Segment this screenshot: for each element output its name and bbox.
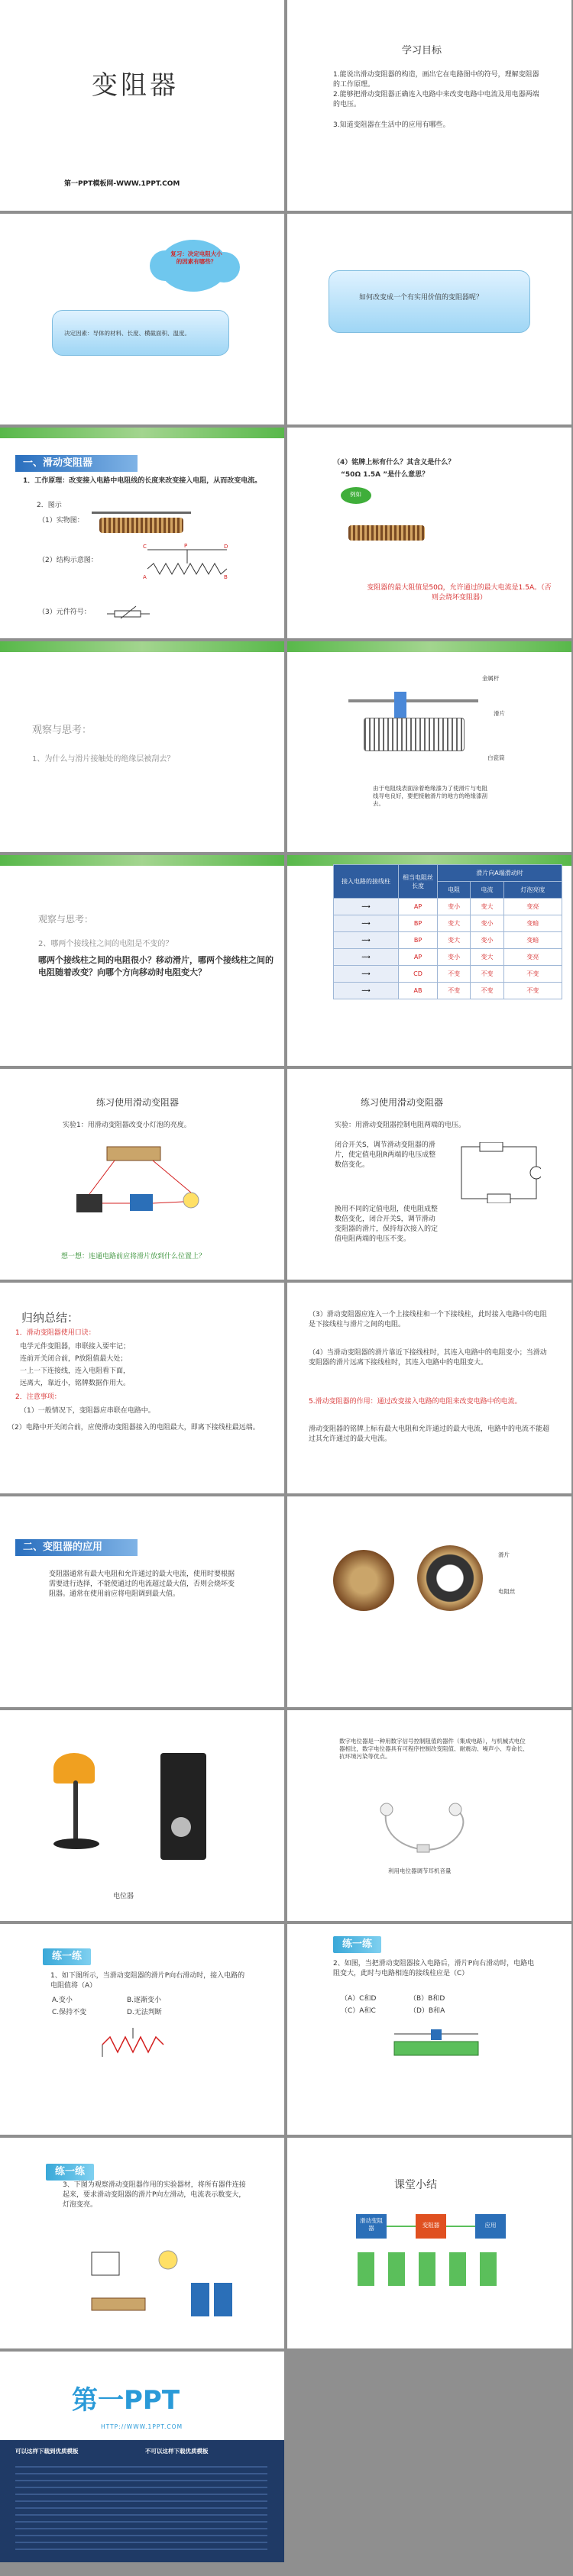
summary-title: 课堂小结 [394,2179,437,2191]
rheostat-rail [92,512,191,514]
slide-2[interactable] [287,0,571,211]
practice-title: 练习使用滑动变阻器 [361,1097,444,1108]
slide-19[interactable] [0,1924,284,2135]
question-3-equipment [84,2229,237,2329]
photo-label: （1）实物图： [38,517,84,525]
slide-18[interactable] [287,1710,571,1921]
cell: 变大 [438,915,471,932]
cell: BP [399,915,438,932]
observe-question: 1、为什么与滑片接触处的绝缘层被刮去？ [32,755,175,763]
summary-item-9: （3）滑动变阻器应连入一个上接线柱和一个下接线柱，此时接入电路中的电阻是下接线柱与滑片之间的电阻。 [309,1311,547,1329]
rheostat-symbol [107,605,153,620]
flow-connector [387,2226,416,2227]
radio-panel [160,1753,206,1860]
option-c: （C）A和C [341,2007,376,2015]
cell: AP [399,899,438,915]
cell: 变大 [471,949,503,966]
terminal-table [333,864,562,999]
question-1: 1、如下图所示，当滑动变阻器的滑片P向右滑动时，接入电路的电阻值将（A） [50,1972,245,1990]
summary-item-8: （2）电路中开关闭合前，应使滑动变阻器接入的电阻最大，即离下接线柱最远端。 [8,1424,260,1432]
observe-question-1: 2、哪两个接线柱之间的电阻是不变的？ [38,940,173,948]
cell: 不变 [503,983,562,999]
option-c: C.保持不变 [52,2009,87,2016]
desk-lamp [53,1753,95,1784]
top-bar [0,641,284,652]
cell: 不变 [503,966,562,983]
answer-text: 决定因素：导体的材料、长度、横截面积、温度。 [64,330,190,337]
summary-item-4: 一上一下连接线，连入电阻看下面， [20,1367,131,1375]
slide-14[interactable] [287,1283,571,1493]
slide-8[interactable] [287,641,571,852]
summary-item-2: 电学元件变阻器，串联接入要牢记； [20,1343,131,1351]
row-diagram: ⟿ [334,899,399,915]
row-diagram: ⟿ [334,915,399,932]
flow-label-3: 应用 [484,2222,497,2229]
option-a: A.变小 [52,1997,73,2004]
flow-connector [446,2226,475,2227]
cell: 变小 [471,915,503,932]
slide-12[interactable] [287,1069,571,1280]
potentiometer-label: 电位器 [113,1893,134,1900]
observe-question-2: 哪两个接线柱之间的电阻很小？移动滑片，哪两个接线柱之间的电阻随着改变？向哪个方向移动时电阻变大？ [38,955,274,977]
earphone-drawing [371,1794,478,1863]
step-2: 换用不同的定值电阻，使电阻成整数倍变化，闭合开关S，调节滑动变阻器的滑片，保持每次接入的定值电阻两端的电压不变。 [335,1206,439,1244]
slide-20[interactable] [287,1924,571,2135]
cell: 变暗 [503,932,562,949]
brand-text: 第一PPT模板网-WWW.1PPT.COM [64,180,180,188]
objective-3: 3.知道变阻器在生活中的应用有哪些。 [333,121,450,129]
summary-title: 归纳总结： [21,1311,79,1325]
structure-diagram [141,542,233,580]
circuit-diagram [457,1142,541,1203]
summary-item-11: 5.滑动变阻器的作用：通过改变接入电路的电阻来改变电路中的电流。 [309,1398,522,1406]
ppt-url: HTTP://WWW.1PPT.COM [101,2423,183,2430]
terminal-b: B [224,574,228,580]
slide-11[interactable] [0,1069,284,1280]
footer-right-heading: 不可以这样下载优质模板 [145,2448,209,2455]
practice-chip: 练一练 [333,1936,381,1953]
slide-7[interactable] [0,641,284,852]
summary-item-5: 远离大，靠近小，铭牌数据作用大。 [20,1380,131,1387]
diagram-label: 2．图示 [37,502,62,509]
cell: 变暗 [503,915,562,932]
earphone-caption: 利用电位器调节耳机音量 [388,1867,452,1874]
summary-item-1: 1．滑动变阻器使用口诀： [15,1329,96,1337]
slider [394,692,406,719]
experiment-text: 实验1：用滑动变阻器改变小灯泡的亮度。 [63,1122,191,1129]
top-bar [0,428,284,438]
section-header: 一、滑动变阻器 [15,455,138,472]
practice-chip: 练一练 [46,2164,94,2181]
question-text: 如何改变成一个有实用价值的变阻器呢？ [359,294,484,302]
slide-3[interactable] [0,214,284,424]
cell: 变小 [438,899,471,915]
slide-22[interactable] [287,2138,571,2348]
cell: 不变 [438,983,471,999]
option-a: （A）C和D [341,1995,377,2003]
terminal-c: C [143,544,147,550]
summary-item-3: 连前开关闭合前，P放阻值最大处； [20,1355,128,1363]
flow-children [358,2252,506,2286]
symbol-label: （3）元件符号： [38,608,91,616]
objective-2: 2.能够把滑动变阻器正确连入电路中来改变电路中电流及用电器两端的电压。 [333,91,539,109]
col-length: 相当电阻丝长度 [399,865,438,899]
cell: 变大 [438,932,471,949]
question-3: 3、下图为观察滑动变阻器作用的实验器材，将所有器件连接起来，要求滑动变阻器的滑片P向左滑动，电流表示数变大，灯泡变亮。 [63,2181,246,2210]
summary-item-12: 滑动变阻器的铭牌上标有最大电阻和允许通过的最大电流，电路中的电流不能超过其允许通过的最大电流。 [309,1425,550,1444]
coil-drawing [364,718,465,751]
cell: 不变 [438,966,471,983]
slide-17[interactable] [0,1710,284,1921]
slide-10[interactable] [287,855,571,1066]
slide-6[interactable] [287,428,571,638]
top-bar [0,855,284,866]
metal-rod [348,699,478,702]
slide-23[interactable] [0,2352,284,2562]
option-b: B.逐渐变小 [127,1997,162,2004]
nameplate-answer: 变阻器的最大阻值是50Ω，允许通过的最大电流是1.5A。（否则会烧坏变阻器） [367,584,552,602]
slide-title: 变阻器 [92,70,179,101]
potentiometer-photo-2 [417,1545,483,1611]
terminal-d: D [224,544,228,550]
slide-16[interactable] [287,1496,571,1707]
sub-brightness: 灯泡亮度 [503,882,562,899]
terminal-a: A [143,574,147,580]
principle-text: 1．工作原理：改变接入电路中电阻线的长度来改变接入电阻，从而改变电流。 [23,477,262,485]
option-b: （B）B和D [410,1995,445,2003]
insulation-caption: 由于电阻线表面涂着绝缘漆为了使滑片与电阻线导电良好，要把接触滑片的地方的绝缘漆刮去。 [373,785,487,807]
question-1-diagram [95,2022,179,2060]
label-porcelain: 白瓷筒 [487,754,505,761]
ppt-logo: 第一PPT [72,2385,180,2416]
footer-links [15,2466,267,2550]
cell: 变大 [471,899,503,915]
application-text: 变阻器通常有最大电阻和允许通过的最大电流，使用时要根据需要进行选择，不能使通过的电流超过最大值，否则会烧坏变阻器。通常在使用前应将电阻调到最大值。 [49,1570,235,1599]
summary-item-7: （1）一般情况下，变阻器应串联在电路中。 [20,1407,155,1415]
slide-9[interactable] [0,855,284,1066]
footer-left-heading: 可以这样下载到优质模板 [15,2448,79,2455]
option-d: D.无法判断 [127,2009,162,2016]
section-header: 二、变阻器的应用 [15,1539,138,1556]
experiment-text: 实验：用滑动变阻器控制电阻两端的电压。 [335,1122,466,1129]
slide-13[interactable] [0,1283,284,1493]
question-2-diagram [387,2026,486,2064]
label-slider: 滑片 [494,710,505,717]
sub-current: 电流 [471,882,503,899]
row-diagram: ⟿ [334,949,399,966]
row-diagram: ⟿ [334,983,399,999]
cell: 变亮 [503,899,562,915]
sub-resistance: 电阻 [438,882,471,899]
potentiometer-photo-1 [333,1550,394,1611]
cell: 变亮 [503,949,562,966]
observe-title: 观察与思考： [32,725,92,736]
label-metal-rod: 金属杆 [482,675,500,682]
digital-pot-text: 数字电位器是一种用数字信号控制阻值的器件（集成电路），与机械式电位器相比，数字电位器具有可程序控制改变阻值、耐震动、噪声小、寿命长、抗环境污染等优点。 [339,1738,529,1760]
practice-title: 练习使用滑动变阻器 [96,1097,180,1108]
structure-label: （2）结构示意图： [38,557,98,564]
row-diagram: ⟿ [334,966,399,983]
top-bar [287,641,571,652]
slide-15[interactable] [0,1496,284,1707]
terminal-p: P [184,543,188,549]
summary-item-6: 2．注意事项： [15,1393,61,1401]
label-slider: 滑片 [498,1551,510,1558]
row-diagram: ⟿ [334,932,399,949]
example-badge-text: 例如 [350,491,361,498]
cell: CD [399,966,438,983]
lamp-arm [73,1780,78,1842]
cell: AP [399,949,438,966]
question-2: 2、如图，当把滑动变阻器接入电路后，滑片P向右滑动时，电路电阻变大，此时与电路相连的接线柱应是（C） [333,1960,535,1978]
slide-4[interactable] [287,214,571,424]
cell: 变小 [438,949,471,966]
slide-heading: 学习目标 [402,45,442,56]
observe-title: 观察与思考： [38,914,94,925]
option-d: （D）B和A [410,2007,445,2015]
lamp-base [53,1838,99,1849]
slide-1[interactable] [0,0,284,211]
col-slide-a: 滑片向A端滑动时 [438,865,562,882]
cell: 变小 [471,932,503,949]
nameplate-question: （4）铭牌上标有什么？其含义是什么？ [333,459,455,466]
col-terminals: 接入电路的接线柱 [334,865,399,899]
cell: BP [399,932,438,949]
flow-label-2: 变阻器 [422,2222,440,2229]
label-wire: 电阻丝 [498,1588,516,1595]
objective-1: 1.能说出滑动变阻器的构造，画出它在电路图中的符号，理解变阻器的工作原理。 [333,71,539,89]
practice-chip: 练一练 [43,1948,91,1965]
summary-item-10: （4）当滑动变阻器的滑片靠近下接线柱时，其连入电路中的电阻变小；当滑动变阻器的滑片远离下接线柱时，其连入电路中的电阻变大。 [309,1349,547,1367]
radio-knob [171,1817,191,1837]
think-question: 想一想：连通电路前应将滑片放到什么位置上？ [61,1253,206,1261]
nameplate-question-2: “50Ω 1.5A ”是什么意思？ [341,471,429,479]
cell: 不变 [471,966,503,983]
cloud-text: 复习：决定电阻大小的因素有哪些？ [170,250,222,265]
slide-21[interactable] [0,2138,284,2348]
rheostat-image [348,525,425,541]
step-1: 闭合开关S，调节滑动变阻器的滑片，使定值电阻R两端的电压成整数倍变化。 [335,1141,436,1170]
rheostat-photo [99,518,183,533]
cell: 不变 [471,983,503,999]
circuit-photo [69,1144,214,1220]
cell: AB [399,983,438,999]
flow-label-1: 滑动变阻器 [360,2217,383,2232]
slide-5[interactable] [0,428,284,638]
